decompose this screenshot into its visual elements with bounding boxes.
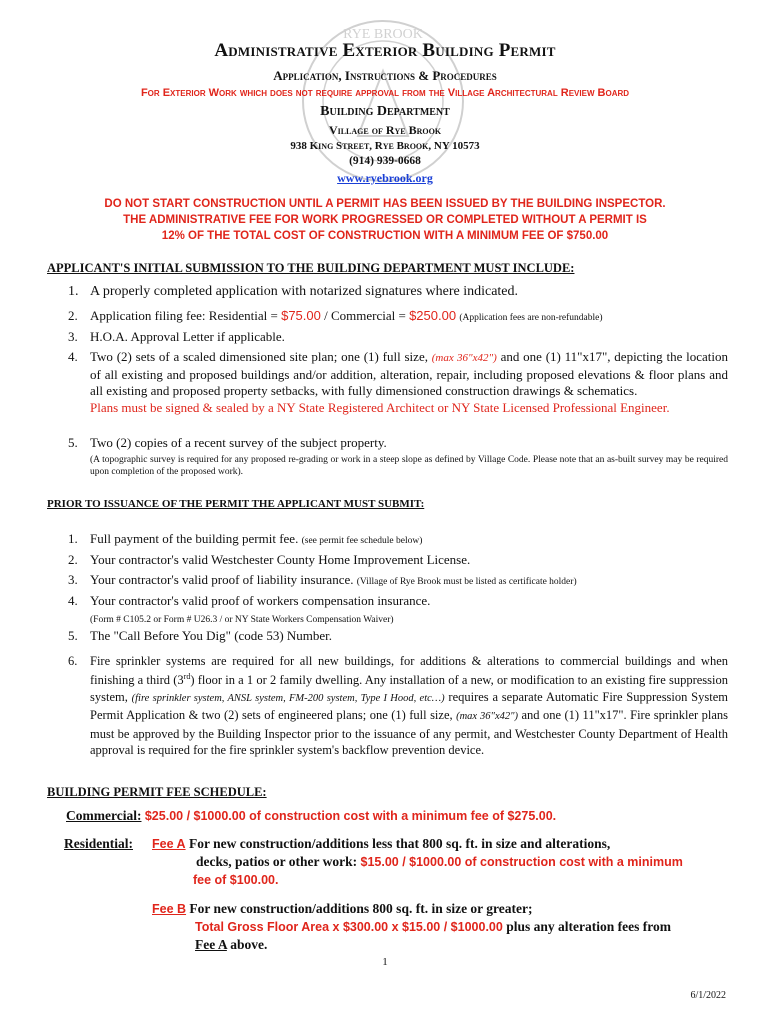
phone-number: (914) 939-0668 — [349, 155, 421, 167]
village-name: Village of Rye Brook — [328, 123, 442, 137]
list-item: 4. Your contractor's valid proof of workers compensation insurance. (Form # C105.2 or Form # U26.3 / or NY State Workers Compensation Waiver) — [68, 593, 431, 625]
fee-b-row: Fee B For new construction/additions 800 sq. ft. in size or greater; — [152, 901, 533, 916]
fee-schedule-heading: BUILDING PERMIT FEE SCHEDULE: — [47, 785, 267, 799]
list-item: 6. Fire sprinkler systems are required for all new buildings, for additions & alterations to commercial buildings and when finishing a third (3rd) floor in a 1 or 2 family dwelling. Any installation of a new, or modification to an existing fire suppression system, (fire sprinkler system, ANSL system, FM-200 system, Type I Hood, etc…) requires a separate Automatic Fire Suppression System Permit Application & two (2) sets of engineered plans; one (1) full size, (max 36"x42") and one (1) 11"x17". Fire sprinkler plans must be approved by the Building Inspector prior to the issuance of any permit, and Westchester County Department of Health approval is required for the fire sprinkler system's backflow prevention device. — [68, 654, 729, 758]
seal-text: RYE BROOK — [343, 27, 423, 42]
warning-line-2: THE ADMINISTRATIVE FEE FOR WORK PROGRESSED OR COMPLETED WITHOUT A PERMIT IS — [123, 214, 647, 226]
list-item: 3. H.O.A. Approval Letter if applicable. — [68, 329, 285, 344]
list-item: 1. A properly completed application with notarized signatures where indicated. — [68, 284, 728, 301]
residential-filing-fee: $75.00 — [281, 308, 321, 323]
list-item: 2. Your contractor's valid Westchester County Home Improvement License. — [68, 552, 471, 567]
list-item: 2. Application filing fee: Residential = $75.00 / Commercial = $250.00 (Application fees are non-refundable) — [68, 308, 603, 323]
revision-date: 6/1/2022 — [690, 990, 726, 1001]
exterior-work-note: For Exterior Work which does not require approval from the Village Architectural Review Board — [140, 87, 630, 99]
page-title: Administrative Exterior Building Permit — [214, 40, 556, 61]
fee-a-label: Fee A — [152, 837, 186, 851]
seal-requirement-note: Plans must be signed & sealed by a NY State Registered Architect or NY State Licensed Professional Engineer. — [90, 399, 670, 415]
list-item: 5. Two (2) copies of a recent survey of the subject property. (A topographic survey is required for any proposed re-grading or work in a steep slope as defined by Village Code. Please note that an as-built survey may be required upon completion of the proposed work). — [68, 435, 728, 477]
fee-a-row: Fee A For new construction/additions less that 800 sq. ft. in size and alterations, — [152, 836, 611, 851]
fee-a-line-2: decks, patios or other work: $15.00 / $1000.00 of construction cost with a minimum — [196, 854, 683, 869]
department-name: Building Department — [320, 104, 450, 119]
list-item: 4. Two (2) sets of a scaled dimensioned site plan; one (1) full size, (max 36"x42") and one (1) 11"x17", depicting the location of all existing and proposed buildings and/or addition, alteration, repair, including proposed elevations & floor plans and all existing and proposed property setbacks, with fully dimensioned construction drawings & schematics. Plans must be signed & sealed by a NY State Registered Architect or NY State Licensed Professional Engineer. — [68, 349, 728, 415]
address: 938 King Street, Rye Brook, NY 10573 — [290, 140, 480, 152]
website-link[interactable]: www.ryebrook.org — [337, 171, 433, 185]
fee-b-line-3: Fee A above. — [195, 937, 268, 952]
list-item: 1. Full payment of the building permit fee. (see permit fee schedule below) — [68, 531, 423, 546]
commercial-label: Commercial: — [66, 808, 142, 823]
commercial-fee: $25.00 / $1000.00 of construction cost with a minimum fee of $275.00. — [144, 809, 557, 823]
list-item: 5. The "Call Before You Dig" (code 53) Number. — [68, 628, 333, 643]
warning-line-3: 12% OF THE TOTAL COST OF CONSTRUCTION WITH A MINIMUM FEE OF $750.00 — [161, 230, 609, 242]
warning-line-1: DO NOT START CONSTRUCTION UNTIL A PERMIT HAS BEEN ISSUED BY THE BUILDING INSPECTOR. — [104, 198, 666, 210]
item-text: A properly completed application with notarized signatures where indicated. — [90, 284, 519, 299]
page-number: 1 — [382, 956, 388, 968]
list-item: 3. Your contractor's valid proof of liability insurance. (Village of Rye Brook must be listed as certificate holder) — [68, 572, 577, 587]
commercial-filing-fee: $250.00 — [409, 308, 457, 323]
residential-label: Residential: — [64, 836, 133, 851]
page-subtitle: Application, Instructions & Procedures — [273, 68, 497, 83]
fee-b-line-2: Total Gross Floor Area x $300.00 x $15.00 / $1000.00 plus any alteration fees from — [195, 919, 671, 934]
fee-b-label: Fee B — [152, 902, 187, 916]
section-initial-submission-heading: APPLICANT'S INITIAL SUBMISSION TO THE BUILDING DEPARTMENT MUST INCLUDE: — [47, 261, 575, 275]
section-prior-to-issuance-heading: PRIOR TO ISSUANCE OF THE PERMIT THE APPLICANT MUST SUBMIT: — [47, 498, 425, 510]
fee-a-line-3: fee of $100.00. — [193, 873, 279, 887]
commercial-fee-row — [66, 808, 556, 824]
